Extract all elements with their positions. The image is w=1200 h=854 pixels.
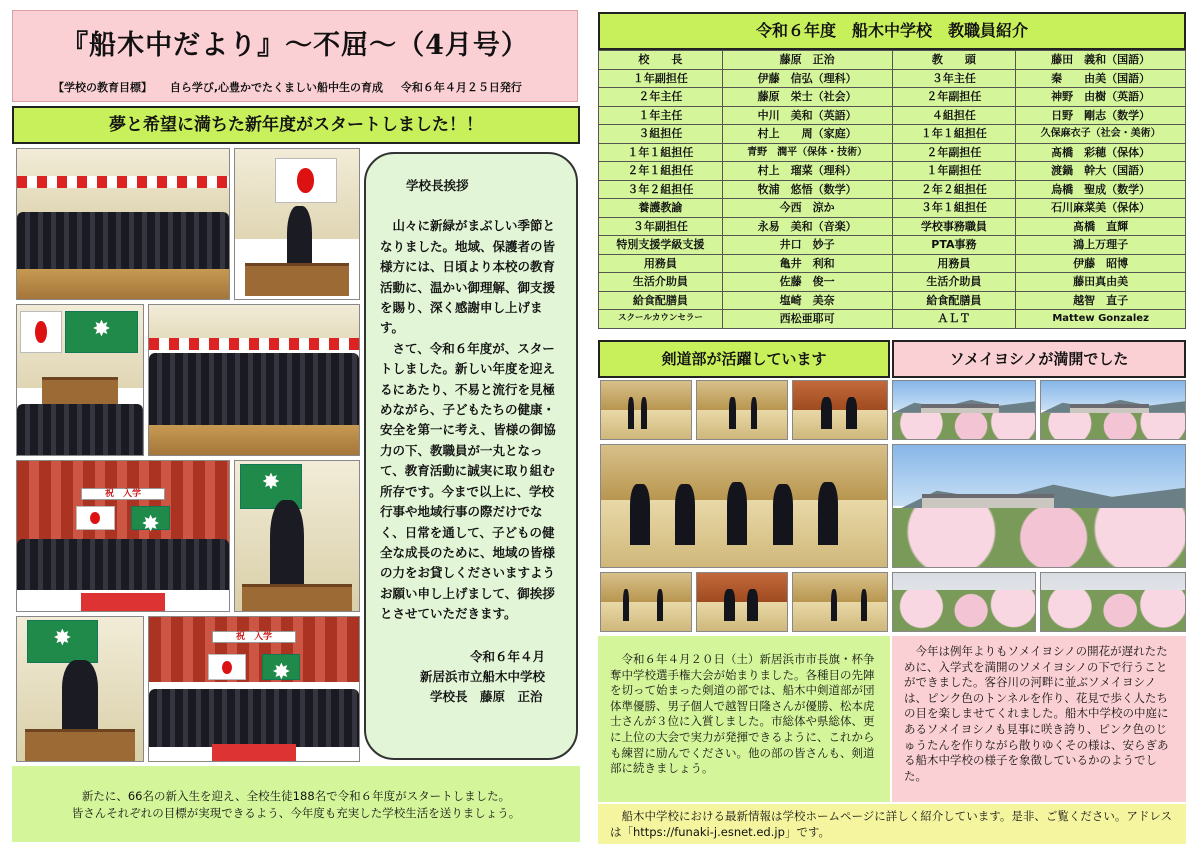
staff-name: 中川 美和（英語） <box>722 106 892 125</box>
enrollment-note-line: 新たに、66名の新入生を迎え、全校生徒188名で令和６年度がスタートしました。 <box>81 789 511 803</box>
staff-role: ４組担任 <box>892 106 1016 125</box>
principal-signature: 学校長 藤原 正治 <box>430 689 543 705</box>
staff-name: 永易 美和（音楽） <box>722 217 892 236</box>
photo-sakura-courtyard-2 <box>1040 572 1186 632</box>
photo-kendo-team <box>600 444 888 568</box>
staff-name: 鴻上万理子 <box>1016 236 1186 255</box>
staff-role: 用務員 <box>892 254 1016 273</box>
staff-role: ２年副担任 <box>892 143 1016 162</box>
entrance-banner-2: 祝 入学 <box>212 631 296 643</box>
principal-paragraph: 山々に新緑がまぶしい季節となりました。地域、保護者の皆様方には、日頃より本校の教育活動に、温かい御理解、御支援を賜り、深く感謝申し上げます。 <box>380 218 556 336</box>
staff-name: 井口 妙子 <box>722 236 892 255</box>
staff-row <box>599 291 1186 310</box>
staff-name: 藤原 栄士（社会） <box>722 88 892 107</box>
photo-student-speech <box>234 460 360 612</box>
staff-row <box>599 273 1186 292</box>
photo-entrance-stage <box>16 460 230 612</box>
staff-role: 校 長 <box>599 51 723 70</box>
staff-name: 藤田真由美 <box>1016 273 1186 292</box>
staff-name: 村上 周（家庭） <box>722 125 892 144</box>
staff-name: 髙橋 直輝 <box>1016 217 1186 236</box>
staff-role: ２年２組担任 <box>892 180 1016 199</box>
principal-greeting <box>364 152 578 760</box>
principal-greeting-title: 学校長挨拶 <box>406 178 469 193</box>
photo-kendo-bout-3 <box>792 572 888 632</box>
staff-name: 西松亜耶可 <box>722 310 892 329</box>
photo-principal-speech <box>234 148 360 300</box>
staff-name: 青野 潤平（保体・技術） <box>722 143 892 162</box>
headline-banner: 夢と希望に満ちた新年度がスタートしました！！ <box>12 106 580 144</box>
staff-name: 亀井 利和 <box>722 254 892 273</box>
photo-speaker-podium <box>16 304 144 456</box>
staff-role: 給食配膳員 <box>599 291 723 310</box>
staff-name: 佐藤 俊一 <box>722 273 892 292</box>
staff-row <box>599 217 1186 236</box>
staff-role: ２年主任 <box>599 88 723 107</box>
staff-role: 用務員 <box>599 254 723 273</box>
staff-name: 今西 涼か <box>722 199 892 218</box>
school-goal-line <box>53 79 536 95</box>
staff-role: １年１組担任 <box>892 125 1016 144</box>
principal-paragraph: さて、令和６年度が、スタートしました。新しい年度を迎えるにあたり、不易と流行を見極めながら、子どもたちの健康・安全を第一に考え、皆様の御協力の下、教職員が一丸となって、教育活動に誠実に取り組む所存です。今まで以上に、学校行事や地域行事の際だけでなく、日常を通して、子どもの健全な成長のために、地域の皆様の力をお貸しくださいますようお願い申し上げまして、御挨拶とさせていただきます。 <box>380 340 556 622</box>
staff-name: 神野 由樹（英語） <box>1016 88 1186 107</box>
staff-role: 学校事務職員 <box>892 217 1016 236</box>
homepage-notice: 船木中学校における最新情報は学校ホームページに詳しく紹介しています。是非、ご覧ください。アドレスは「https://funaki-j.esnet.ed.jp」です。 <box>598 804 1186 844</box>
enrollment-note-line: 皆さんそれぞれの目標が実現できるよう、今年度も充実した学校生活を送りましょう。 <box>71 806 521 820</box>
photo-ceremony-hall <box>16 148 230 300</box>
staff-role: 特別支援学級支援 <box>599 236 723 255</box>
staff-role: 教 頭 <box>892 51 1016 70</box>
photo-students-seated <box>148 304 360 456</box>
photo-new-student-speech <box>16 616 144 762</box>
staff-name: 烏橋 聖成（数学） <box>1016 180 1186 199</box>
staff-role: １年主任 <box>599 106 723 125</box>
staff-row <box>599 51 1186 70</box>
staff-title: 令和６年度 船木中学校 教職員紹介 <box>598 12 1186 50</box>
staff-row <box>599 106 1186 125</box>
staff-role: ３年主任 <box>892 69 1016 88</box>
enrollment-note <box>12 766 580 842</box>
staff-role: １年１組担任 <box>599 143 723 162</box>
photo-sakura-riverside <box>892 444 1186 568</box>
staff-row <box>599 254 1186 273</box>
greeting-date: 令和６年４月 <box>470 648 546 664</box>
kendo-article: 令和６年４月２０日（土）新居浜市市長旗・杯争奪中学校選手権大会が始まりました。各種目の先陣を切って始まった剣道の部では、船木中剣道部が団体準優勝、男子個人で越智日隆さんが優勝、松本虎士さんが３位に入賞しました。市総体や県総体、更に上位の大会で実力が発揮できるように、これからも練習に励んでください。他の部の皆さんも、剣道部に続きましょう。 <box>598 636 890 802</box>
staff-row <box>599 236 1186 255</box>
photo-sakura-school-2 <box>1040 380 1186 440</box>
photo-sakura-courtyard-1 <box>892 572 1036 632</box>
sakura-article: 今年は例年よりもソメイヨシノの開花が遅れたために、入学式を満開のソメイヨシノの下で行うことができました。客谷川の河畔に並ぶソメイヨシノは、ピンク色のトンネルを作り、花見で歩く人たちの目を楽しませてくれました。船木中学校の中庭にあるソメイヨシノも見事に咲き誇り、ピンク色のじゅうたんを作りながら散りゆくその様は、安らぎある船木中学校の様子を象徴しているかのようでした。 <box>892 636 1186 802</box>
staff-name: 渡鍋 幹大（国語） <box>1016 162 1186 181</box>
photo-sakura-school-1 <box>892 380 1036 440</box>
staff-name: 伊藤 昭博 <box>1016 254 1186 273</box>
staff-role: ２年副担任 <box>892 88 1016 107</box>
newsletter-header <box>12 10 578 102</box>
photo-kendo-bout-2 <box>696 572 788 632</box>
staff-name: 秦 由美（国語） <box>1016 69 1186 88</box>
staff-role: 養護教諭 <box>599 199 723 218</box>
issue-date: 令和６年４月２５日発行 <box>400 81 522 94</box>
principal-signature-block <box>380 647 564 708</box>
sakura-section-title: ソメイヨシノが満開でした <box>892 340 1186 378</box>
staff-table <box>598 50 1186 329</box>
staff-name: 伊藤 信弘（理科） <box>722 69 892 88</box>
staff-name: 石川麻菜美（保体） <box>1016 199 1186 218</box>
staff-role: 生活介助員 <box>599 273 723 292</box>
staff-row <box>599 199 1186 218</box>
staff-name: 藤原 正治 <box>722 51 892 70</box>
photo-kendo-match <box>792 380 888 440</box>
staff-name: 牧浦 悠悟（数学） <box>722 180 892 199</box>
staff-name: 髙橋 彩穂（保体） <box>1016 143 1186 162</box>
photo-kendo-bout-1 <box>600 572 692 632</box>
goal-text: 自ら学び,心豊かでたくましい船中生の育成 <box>169 81 384 94</box>
staff-role: ３組担任 <box>599 125 723 144</box>
staff-role: ３年１組担任 <box>892 199 1016 218</box>
staff-name: Mattew Gonzalez <box>1016 310 1186 329</box>
staff-role: スクールカウンセラー <box>599 310 723 329</box>
staff-row <box>599 310 1186 329</box>
staff-role: ＡＬＴ <box>892 310 1016 329</box>
staff-name: 日野 剛志（数学） <box>1016 106 1186 125</box>
staff-name: 久保麻衣子（社会・美術） <box>1016 125 1186 144</box>
entrance-banner: 祝 入学 <box>81 488 166 500</box>
staff-name: 藤田 義和（国語） <box>1016 51 1186 70</box>
staff-role: 生活介助員 <box>892 273 1016 292</box>
photo-group-stage <box>148 616 360 762</box>
staff-role: １年副担任 <box>599 69 723 88</box>
kendo-section-title: 剣道部が活躍しています <box>598 340 890 378</box>
newsletter-title: 『船木中だより』～不屈～（4月号） <box>61 30 529 61</box>
staff-row <box>599 125 1186 144</box>
staff-row <box>599 180 1186 199</box>
staff-role: ３年２組担任 <box>599 180 723 199</box>
staff-name: 塩崎 美奈 <box>722 291 892 310</box>
staff-role: ２年１組担任 <box>599 162 723 181</box>
staff-row <box>599 162 1186 181</box>
school-name: 新居浜市立船木中学校 <box>420 668 546 684</box>
staff-row <box>599 69 1186 88</box>
staff-role: PTA事務 <box>892 236 1016 255</box>
staff-row <box>599 88 1186 107</box>
photo-kendo-dojo-2 <box>696 380 788 440</box>
staff-name: 越智 直子 <box>1016 291 1186 310</box>
staff-role: １年副担任 <box>892 162 1016 181</box>
staff-name: 村上 瑠菜（理科） <box>722 162 892 181</box>
staff-role: 給食配膳員 <box>892 291 1016 310</box>
goal-label: 【学校の教育目標】 <box>53 81 152 94</box>
staff-row <box>599 143 1186 162</box>
staff-role: ３年副担任 <box>599 217 723 236</box>
photo-kendo-dojo-1 <box>600 380 692 440</box>
